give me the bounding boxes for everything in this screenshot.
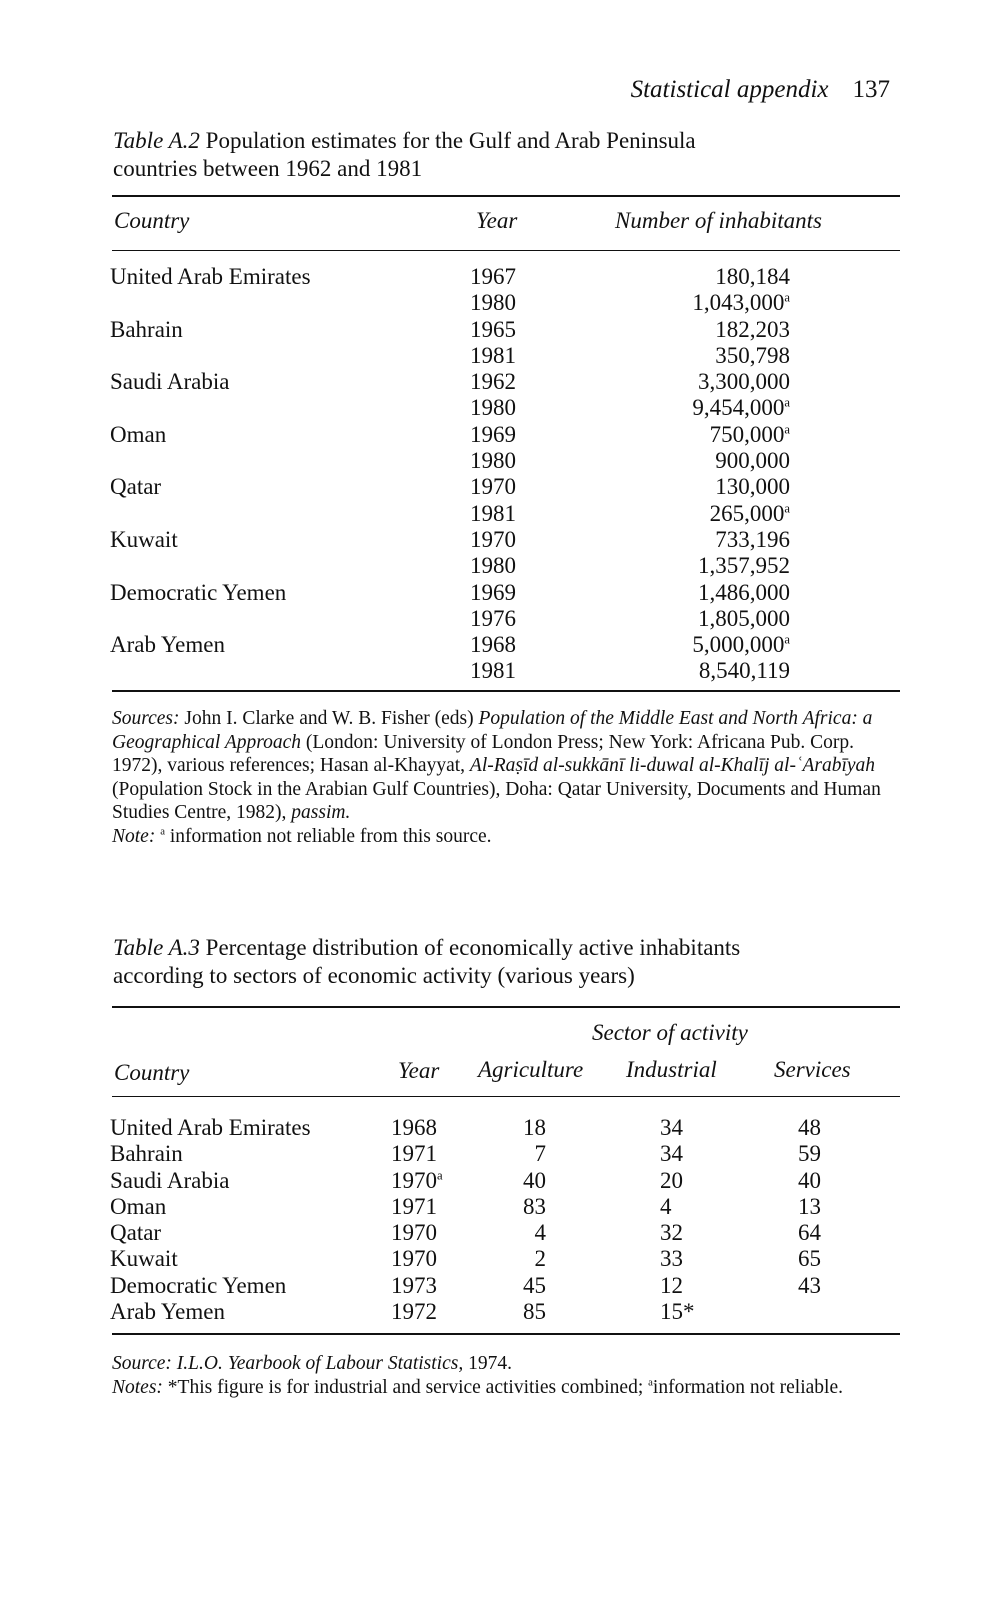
table-a3-header-country: Country [114, 1060, 190, 1085]
table-a3-agriculture-cell [500, 1115, 546, 1141]
table-a3-country-cell-text: Oman [110, 1193, 167, 1219]
table-a3-industrial-cell [660, 1168, 720, 1194]
table-a2-country-cell-text: Kuwait [110, 526, 178, 552]
table-a2-country-cell [110, 606, 440, 632]
table-a3-caption-line1: Percentage distribution of economically active inhabitants [205, 935, 741, 960]
table-a2-year-cell [470, 474, 540, 500]
table-a3-year-cell [391, 1299, 471, 1325]
table-a2-value-cell [600, 527, 790, 553]
table-a3-year-cell [391, 1141, 471, 1167]
table-a2-year-cell-text: 1981 [470, 500, 516, 526]
table-a3-country-cell-text: Democratic Yemen [110, 1272, 287, 1298]
table-a2-country-cell [110, 422, 440, 448]
table-a2-year-cell [470, 606, 540, 632]
table-a2-value-cell-text: 733,196 [715, 526, 790, 552]
table-a3-services-column [798, 1115, 848, 1325]
table-a2-value-cell-text: 350,798 [715, 342, 790, 368]
table-a2-country-cell [110, 448, 440, 474]
table-a3-agriculture-cell [500, 1194, 546, 1220]
table-a3-industrial-cell-text: 34 [660, 1115, 683, 1140]
table-a3-country-cell [110, 1115, 380, 1141]
table-a3-industrial-cell [660, 1141, 720, 1167]
table-a3-services-cell [798, 1141, 848, 1167]
table-a3-year-cell-text: 1970 [391, 1167, 437, 1193]
table-a2-country-cell-text: Arab Yemen [110, 632, 225, 658]
table-a3-country-cell [110, 1246, 380, 1272]
table-a3-services-cell [798, 1220, 848, 1246]
table-a3-year-cell [391, 1220, 471, 1246]
table-a2-value-cell [600, 369, 790, 395]
table-a2-year-cell-text: 1981 [470, 658, 516, 684]
table-a2-year-cell-text: 1962 [470, 369, 516, 395]
table-a3-notes [112, 1376, 902, 1400]
table-a2-year-cell-text: 1970 [470, 526, 516, 552]
table-a2-year-cell [470, 553, 540, 579]
table-a2-country-cell [110, 369, 440, 395]
table-a3-agriculture-cell [500, 1273, 546, 1299]
table-a2-country-column [110, 264, 440, 685]
table-a2-value-cell [600, 317, 790, 343]
table-a2-note [112, 825, 902, 849]
table-a2-year-cell [470, 422, 540, 448]
table-a3-services-cell-text: 59 [798, 1141, 821, 1167]
table-a2-value-cell [600, 395, 790, 421]
table-a2-country-cell [110, 343, 440, 369]
table-a2-caption-line2: countries between 1962 and 1981 [113, 156, 423, 181]
table-a3-agriculture-cell [500, 1246, 546, 1272]
table-a3-year-cell-text: 1970 [391, 1246, 437, 1272]
table-a3-header-sector-group: Sector of activity [592, 1020, 748, 1045]
table-a2-year-cell [470, 580, 540, 606]
table-a3-country-cell-text: Kuwait [110, 1246, 178, 1272]
table-a3-country-cell [110, 1141, 380, 1167]
table-a3-industrial-cell-text: 4 [660, 1193, 672, 1219]
table-a3-agriculture-cell-text: 40 [523, 1167, 546, 1193]
table-a2-value-cell-text: 130,000 [715, 474, 790, 500]
table-a3-agriculture-cell [500, 1299, 546, 1325]
table-a3-year-cell-text: 1971 [391, 1193, 437, 1219]
table-a2-sources-label: Sources: [112, 708, 180, 729]
table-a3-country-cell-text: Bahrain [110, 1141, 183, 1167]
table-a2-value-cell-footnote-mark: a [784, 501, 790, 516]
table-a3-year-cell [391, 1246, 471, 1272]
table-a2-value-cell-text: 1,043,000 [692, 290, 785, 316]
table-a2-year-cell [470, 395, 540, 421]
table-a2-year-cell [470, 632, 540, 658]
table-a3-agriculture-cell [500, 1168, 546, 1194]
table-a3-year-cell-text: 1970 [391, 1220, 437, 1246]
table-a2-value-cell-footnote-mark: a [784, 290, 790, 305]
table-a2-note-text: information not reliable from this source. [169, 825, 492, 847]
table-a2-value-cell [600, 606, 790, 632]
table-a2-value-cell-text: 3,300,000 [698, 369, 790, 395]
table-a2-year-cell-text: 1969 [470, 421, 516, 447]
table-a2-value-cell [600, 343, 790, 369]
table-a2-country-cell-text: Qatar [110, 474, 162, 500]
table-a3-header-services: Services [774, 1057, 851, 1082]
table-a2-header-country: Country [114, 208, 190, 233]
table-a3-agriculture-cell-text: 2 [534, 1246, 546, 1272]
table-a3-agriculture-cell-text: 7 [534, 1141, 546, 1167]
table-a2-country-cell [110, 474, 440, 500]
table-a2-country-cell [110, 553, 440, 579]
table-a3-agriculture-cell-text: 45 [523, 1272, 546, 1298]
table-a2-note-mark: a [160, 825, 165, 837]
table-a2-header-year: Year [476, 208, 518, 233]
table-a3-industrial-cell [660, 1220, 720, 1246]
table-a2-value-cell-footnote-mark: a [784, 422, 790, 437]
table-a2-country-cell-text: Bahrain [110, 316, 183, 342]
table-a2-year-cell-text: 1980 [470, 448, 516, 474]
table-a3-services-cell-text: 65 [798, 1246, 821, 1272]
table-a2-country-cell [110, 501, 440, 527]
table-a2-country-cell-text: Democratic Yemen [110, 579, 287, 605]
table-a3-header-year: Year [398, 1058, 440, 1083]
table-a3-country-cell [110, 1194, 380, 1220]
table-a2-value-cell [600, 658, 790, 684]
table-a3-agriculture-cell-text: 83 [523, 1193, 546, 1219]
table-a2-country-cell [110, 632, 440, 658]
table-a2-country-cell-text: United Arab Emirates [110, 264, 311, 289]
table-a2-value-cell [600, 632, 790, 658]
table-a2-value-cell-text: 8,540,119 [698, 658, 790, 684]
table-a2-caption [113, 127, 873, 183]
table-a2-value-cell-footnote-mark: a [784, 395, 790, 410]
table-a2-year-cell-text: 1976 [470, 605, 516, 631]
table-a3-agriculture-cell-text: 85 [523, 1299, 546, 1325]
table-a3-country-cell-text: Saudi Arabia [110, 1167, 230, 1193]
table-a3-industrial-cell [660, 1194, 720, 1220]
table-a2-sources-text-1: John I. Clarke and W. B. Fisher (eds) [184, 708, 474, 729]
table-a2-country-cell [110, 658, 440, 684]
table-a3-industrial-cell [660, 1115, 720, 1141]
table-a2-country-cell [110, 290, 440, 316]
table-a3-source [112, 1352, 902, 1376]
table-a2-year-cell [470, 501, 540, 527]
table-a2-sources-text-2: (London: University of London Press; New York: Africana Pub. Corp. 1972), various references; Hasan al-Khayyat, [112, 731, 855, 776]
table-a2-value-cell-text: 1,805,000 [698, 605, 790, 631]
table-a3-services-cell-text: 43 [798, 1272, 821, 1298]
table-a2-year-cell [470, 317, 540, 343]
table-a3-country-cell [110, 1273, 380, 1299]
table-a3-header-rule [112, 1096, 900, 1097]
table-a3-country-cell [110, 1220, 380, 1246]
table-a3-year-cell-text: 1973 [391, 1272, 437, 1298]
table-a2-value-cell [600, 553, 790, 579]
table-a2-value-cell [600, 264, 790, 290]
table-a3-year-cell [391, 1194, 471, 1220]
table-a3-year-cell [391, 1115, 471, 1141]
table-a2-year-cell [470, 290, 540, 316]
table-a2-label: Table A.2 [113, 128, 200, 153]
table-a2-caption-line1: Population estimates for the Gulf and Arab Peninsula [205, 128, 696, 153]
table-a3-year-cell [391, 1168, 471, 1194]
table-a3-services-cell [798, 1194, 848, 1220]
table-a3-year-cell-footnote-mark: a [437, 1167, 443, 1182]
table-a2-value-cell [600, 501, 790, 527]
table-a2-value-cell [600, 422, 790, 448]
table-a3-agriculture-cell-text: 18 [523, 1115, 546, 1140]
table-a3-industrial-cell-text: 32 [660, 1220, 683, 1246]
table-a2-value-cell [600, 474, 790, 500]
table-a2-year-cell [470, 527, 540, 553]
table-a2-value-column [600, 264, 790, 685]
table-a3-source-year: 1974. [468, 1353, 512, 1374]
table-a3-industrial-cell-text: 33 [660, 1246, 683, 1272]
table-a3-industrial-cell [660, 1246, 720, 1272]
table-a2-year-cell-text: 1980 [470, 290, 516, 316]
table-a2-value-cell-footnote-mark: a [784, 632, 790, 647]
table-a3-services-cell [798, 1246, 848, 1272]
table-a3-source-label: Source: [112, 1353, 172, 1374]
table-a2-header-rule [112, 250, 900, 251]
table-a2-top-rule [112, 195, 900, 197]
table-a2-sources-title-1: Population of the Middle East and North Africa: a Geographical Approach [112, 708, 873, 753]
table-a3-agriculture-cell [500, 1141, 546, 1167]
table-a3-country-cell [110, 1168, 380, 1194]
table-a2-value-cell-text: 1,486,000 [698, 579, 790, 605]
table-a3-country-cell [110, 1299, 380, 1325]
table-a3-country-cell-text: United Arab Emirates [110, 1115, 311, 1140]
table-a3-year-cell [391, 1273, 471, 1299]
table-a2-country-cell [110, 264, 440, 290]
table-a2-value-cell-text: 5,000,000 [692, 632, 785, 658]
table-a2-year-cell [470, 264, 540, 290]
table-a2-year-cell-text: 1980 [470, 553, 516, 579]
table-a3-services-cell-text: 64 [798, 1220, 821, 1246]
table-a3-agriculture-cell-text: 4 [534, 1220, 546, 1246]
table-a3-country-cell-text: Arab Yemen [110, 1299, 225, 1325]
table-a3-notes-text-1: *This figure is for industrial and service activities combined; [167, 1376, 644, 1398]
table-a2-value-cell-text: 9,454,000 [692, 395, 785, 421]
table-a2-country-cell-text: Saudi Arabia [110, 369, 230, 395]
table-a3-services-cell-text: 13 [798, 1193, 821, 1219]
table-a2-value-cell-text: 750,000 [709, 421, 785, 447]
table-a2-year-cell-text: 1965 [470, 316, 516, 342]
table-a3-bottom-rule [112, 1333, 900, 1335]
table-a3-country-cell-text: Qatar [110, 1220, 162, 1246]
table-a2-sources-title-2: Al-Raṣīd al-sukkānī li-duwal al-Khalīj al-ʿArabīyah [469, 755, 876, 776]
table-a2-sources-passim: passim. [291, 802, 351, 823]
table-a2-year-cell-text: 1967 [470, 264, 516, 289]
table-a2-value-cell-text: 265,000 [709, 500, 785, 526]
table-a3-year-cell-text: 1972 [391, 1299, 437, 1325]
table-a3-notes-label: Notes: [112, 1376, 163, 1398]
table-a3-year-cell-text: 1968 [391, 1115, 437, 1140]
table-a2-year-column [470, 264, 540, 685]
table-a2-year-cell [470, 448, 540, 474]
table-a3-source-title: I.L.O. Yearbook of Labour Statistics, [176, 1353, 464, 1374]
table-a2-year-cell-text: 1981 [470, 342, 516, 368]
table-a3-services-cell [798, 1273, 848, 1299]
table-a3-industrial-cell-text: 15* [660, 1299, 695, 1325]
table-a3-caption-line2: according to sectors of economic activity (various years) [113, 963, 635, 988]
table-a3-services-cell [798, 1115, 848, 1141]
table-a3-source-notes [112, 1352, 902, 1399]
table-a2-year-cell [470, 369, 540, 395]
table-a2-note-label: Note: [112, 825, 156, 847]
table-a2-value-cell-text: 900,000 [715, 448, 790, 474]
table-a3-industrial-cell-text: 20 [660, 1167, 683, 1193]
table-a3-year-column [391, 1115, 471, 1325]
table-a3-industrial-cell-text: 12 [660, 1272, 683, 1298]
table-a3-industrial-cell [660, 1299, 720, 1325]
table-a3-services-cell [798, 1168, 848, 1194]
running-head [560, 76, 890, 104]
table-a3-services-cell [798, 1299, 848, 1325]
table-a3-services-cell-text: 48 [798, 1115, 821, 1140]
table-a2-country-cell [110, 527, 440, 553]
table-a2-value-cell-text: 1,357,952 [698, 553, 790, 579]
running-head-title: Statistical appendix [630, 76, 829, 103]
table-a3-notes-mark: a [648, 1376, 653, 1388]
table-a3-industrial-column [660, 1115, 720, 1325]
table-a3-country-column [110, 1115, 380, 1325]
table-a3-agriculture-cell [500, 1220, 546, 1246]
table-a2-bottom-rule [112, 690, 900, 692]
table-a2-country-cell [110, 395, 440, 421]
table-a3-notes-text-2: information not reliable. [652, 1376, 843, 1398]
table-a2-sources [112, 707, 902, 848]
table-a3-services-cell-text: 40 [798, 1167, 821, 1193]
table-a3-agriculture-column [500, 1115, 546, 1325]
table-a2-value-cell [600, 448, 790, 474]
table-a2-country-cell [110, 317, 440, 343]
table-a3-industrial-cell-text: 34 [660, 1141, 683, 1167]
table-a2-year-cell-text: 1969 [470, 579, 516, 605]
table-a3-caption [113, 934, 873, 990]
table-a3-industrial-cell [660, 1273, 720, 1299]
table-a2-year-cell-text: 1968 [470, 632, 516, 658]
table-a3-top-rule [112, 1006, 900, 1008]
table-a2-value-cell-text: 182,203 [715, 316, 790, 342]
table-a2-value-cell [600, 580, 790, 606]
table-a3-header-agriculture: Agriculture [478, 1057, 584, 1082]
table-a2-value-cell-text: 180,184 [715, 264, 790, 289]
table-a3-year-cell-text: 1971 [391, 1141, 437, 1167]
page-number: 137 [852, 76, 890, 103]
table-a2-country-cell [110, 580, 440, 606]
table-a2-year-cell [470, 658, 540, 684]
table-a2-year-cell [470, 343, 540, 369]
table-a2-year-cell-text: 1980 [470, 395, 516, 421]
table-a2-year-cell-text: 1970 [470, 474, 516, 500]
table-a2-sources-text-3: (Population Stock in the Arabian Gulf Countries), Doha: Qatar University, Documents and Human Studies Centre, 1982), [112, 778, 881, 823]
table-a2-country-cell-text: Oman [110, 421, 167, 447]
table-a2-value-cell [600, 290, 790, 316]
table-a2-header-inhabitants: Number of inhabitants [615, 208, 823, 233]
table-a3-label: Table A.3 [113, 935, 200, 960]
table-a3-header-industrial: Industrial [626, 1057, 717, 1082]
